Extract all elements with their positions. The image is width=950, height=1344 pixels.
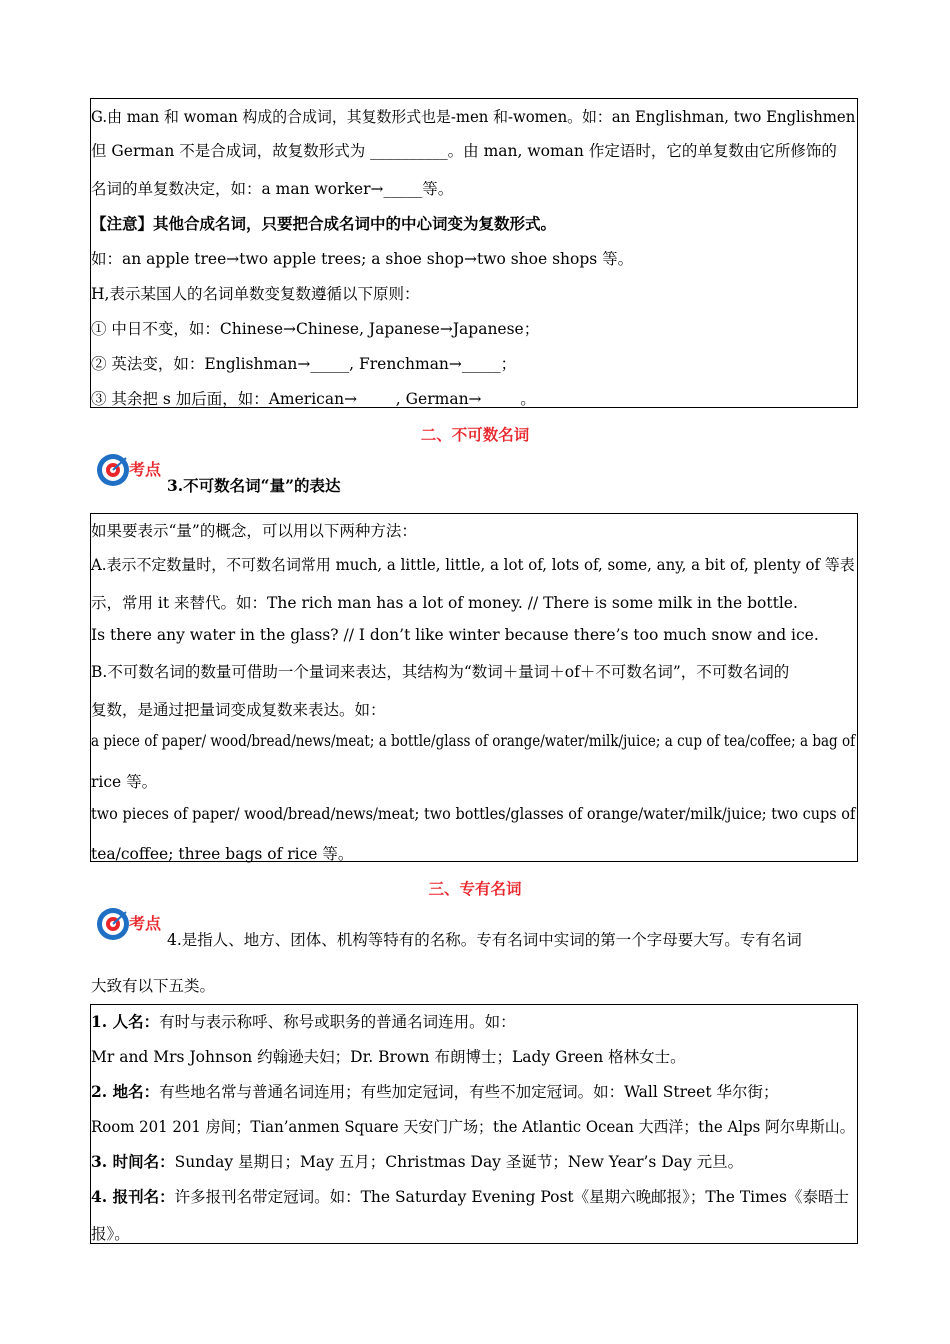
box1-line-9: ③ 其余把 s 加后面，如：American→_____, German→_____。 <box>91 390 536 408</box>
item-4-text: 许多报刊名带定冠词。如：The Saturday Evening Post《星期六晚邮报》；The Times《泰晤士 <box>174 1188 849 1206</box>
point-3-heading: 3.不可数名词“量”的表达 <box>167 476 341 495</box>
box1-line-7: ① 中日不变，如：Chinese→Chinese, Japanese→Japanese； <box>91 320 540 338</box>
box2-line-4: Is there any water in the glass? // I don’t like winter because there’s too much snow and ice. <box>91 626 819 644</box>
point-4-line-2: 大致有以下五类。 <box>91 977 216 995</box>
box1-note: 【注意】其他合成名词，只要把合成名词中的中心词变为复数形式。 <box>91 214 557 233</box>
box1-line-6: H,表示某国人的名词单数变复数遵循以下原则： <box>91 285 420 303</box>
box2-line-3: 示，常用 it 来替代。如：The rich man has a lot of money. // There is some milk in the bottle. <box>91 594 798 612</box>
target-icon <box>96 906 166 942</box>
box2-line-1: 如果要表示“量”的概念，可以用以下两种方法： <box>91 522 417 540</box>
box1-line-1: G.由 man 和 woman 构成的合成词，其复数形式也是-men 和-women。如：an Englishman, two Englishmen <box>91 108 856 126</box>
box2-line-8: rice 等。 <box>91 773 158 791</box>
box2-line-6: 复数，是通过把量词变成复数来表达。如： <box>91 701 386 719</box>
point-4-line-1: 4.是指人、地方、团体、机构等特有的名称。专有名词中实词的第一个字母要大写。专有名词 <box>167 931 802 949</box>
kaodian-badge <box>96 452 166 488</box>
item-3-text: Sunday 星期日；May 五月；Christmas Day 圣诞节；New Year’s Day 元旦。 <box>174 1153 744 1171</box>
box2-line-5: B.不可数名词的数量可借助一个量词来表达，其结构为“数词＋量词＋of＋不可数名词”，不可数名词的 <box>91 663 790 681</box>
kaodian-badge-2 <box>96 906 166 942</box>
box1-line-8: ② 英法变，如：Englishman→_____, Frenchman→_____； <box>91 355 517 373</box>
item-2-label: 2. 地名： <box>91 1082 160 1101</box>
box3-item-1 <box>91 1010 516 1032</box>
box2-line-9: two pieces of paper/ wood/bread/news/meat; two bottles/glasses of orange/water/milk/juice; two cups of <box>91 805 856 823</box>
grammar-box-proper-nouns <box>90 1004 858 1244</box>
box2-line-2: A.表示不定数量时，不可数名词常用 much, a little, little, a lot of, lots of, some, any, a bit of, plenty of 等表 <box>91 556 855 574</box>
grammar-box-uncountable <box>90 513 858 862</box>
grammar-box-compound-nouns <box>90 98 858 408</box>
box3-item-3 <box>91 1150 743 1172</box>
box3-item-4-cont: 报》。 <box>91 1225 130 1243</box>
box1-line-3: 名词的单复数决定，如：a man worker→_____等。 <box>91 180 454 198</box>
target-icon <box>96 452 166 488</box>
item-4-label: 4. 报刊名： <box>91 1187 175 1206</box>
section-title-proper-nouns: 三、专有名词 <box>428 879 522 898</box>
item-2-text: 有些地名常与普通名词连用；有些加定冠词，有些不加定冠词。如：Wall Street 华尔街； <box>159 1083 779 1101</box>
box2-line-7: a piece of paper/ wood/bread/news/meat; a bottle/glass of orange/water/milk/juice; a cup of tea/coffee; a bag of <box>91 732 856 750</box>
section-title-uncountable: 二、不可数名词 <box>420 425 530 444</box>
box3-item-1-example: Mr and Mrs Johnson 约翰逊夫妇；Dr. Brown 布朗博士；Lady Green 格林女士。 <box>91 1048 686 1066</box>
box2-line-10: tea/coffee; three bags of rice 等。 <box>91 845 354 863</box>
box3-item-2-example: Room 201 201 房间；Tian’anmen Square 天安门广场；the Atlantic Ocean 大西洋；the Alps 阿尔卑斯山。 <box>91 1118 855 1136</box>
box3-item-2 <box>91 1080 779 1102</box>
box1-line-2: 但 German 不是合成词，故复数形式为 __________。由 man, woman 作定语时，它的单复数由它所修饰的 <box>91 142 837 160</box>
kaodian-label: 考点 <box>129 460 162 479</box>
item-1-label: 1. 人名： <box>91 1012 160 1031</box>
item-1-text: 有时与表示称呼、称号或职务的普通名词连用。如： <box>159 1013 516 1031</box>
item-3-label: 3. 时间名： <box>91 1152 175 1171</box>
box1-line-5: 如：an apple tree→two apple trees; a shoe shop→two shoe shops 等。 <box>91 250 634 268</box>
kaodian-label: 考点 <box>129 914 162 933</box>
box3-item-4 <box>91 1185 849 1207</box>
